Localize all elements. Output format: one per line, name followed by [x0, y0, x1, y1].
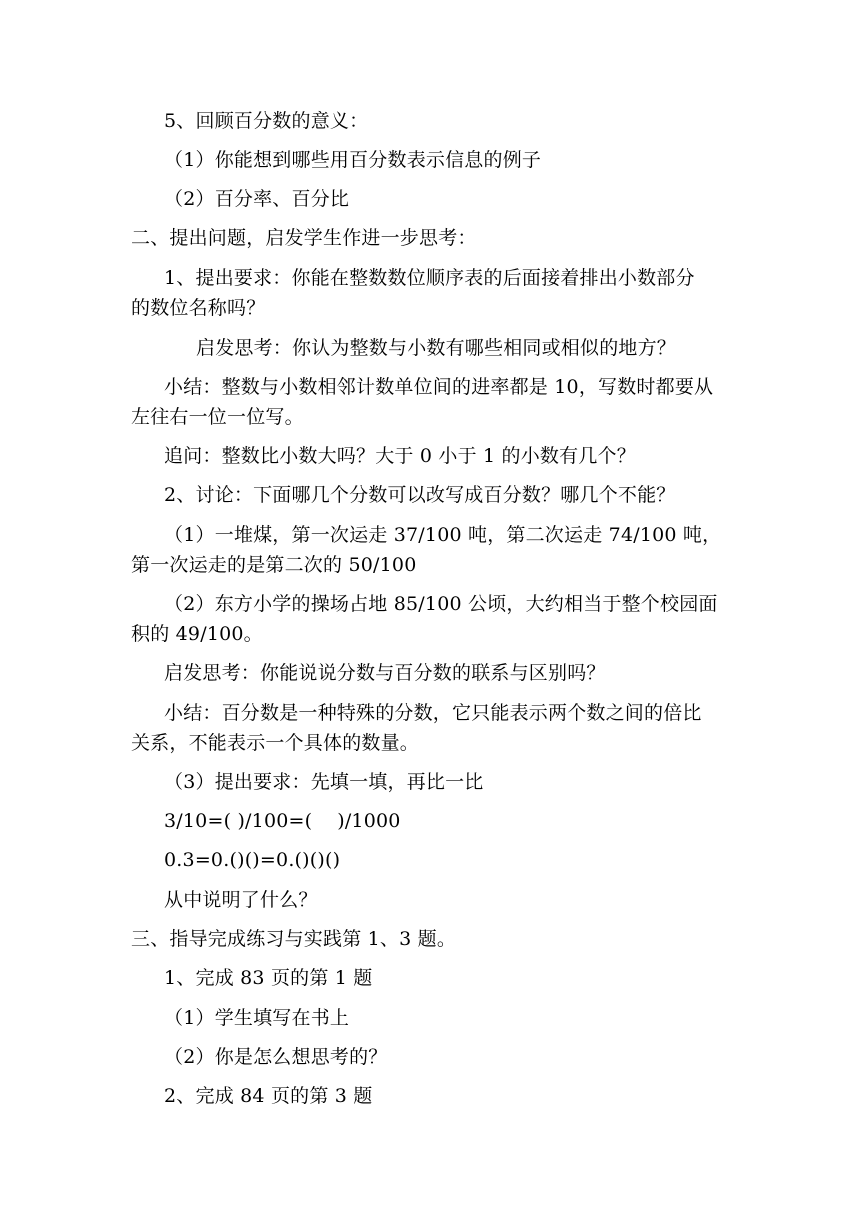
text-line-12: （1）一堆煤，第一次运走 37/100 吨，第二次运走 74/100 吨， [164, 524, 722, 546]
text-line-27: 2、完成 84 页的第 3 题 [164, 1085, 373, 1107]
text-line-15: 积的 49/100。 [131, 623, 263, 645]
text-line-8: 小结：整数与小数相邻计数单位间的进率都是 10，写数时都要从 [164, 376, 714, 398]
text-line-14: （2）东方小学的操场占地 85/100 公顷，大约相当于整个校园面 [164, 593, 718, 615]
text-line-13: 第一次运走的是第二次的 50/100 [131, 554, 417, 576]
text-line-17: 小结：百分数是一种特殊的分数，它只能表示两个数之间的倍比 [164, 702, 702, 724]
text-line-6: 的数位名称吗？ [131, 297, 266, 319]
text-line-7: 启发思考：你认为整数与小数有哪些相同或相似的地方？ [196, 337, 677, 359]
text-line-9: 左往右一位一位写。 [131, 406, 304, 428]
text-line-18: 关系，不能表示一个具体的数量。 [131, 732, 420, 754]
text-line-5: 1、提出要求：你能在整数数位顺序表的后面接着排出小数部分 [164, 267, 695, 289]
section-heading-2: 二、提出问题，启发学生作进一步思考： [131, 227, 477, 249]
text-line-21: 0.3=0.()()=0.()()() [164, 849, 341, 871]
section-heading-3: 三、指导完成练习与实践第 1、3 题。 [131, 928, 457, 950]
text-line-16: 启发思考：你能说说分数与百分数的联系与区别吗？ [164, 662, 606, 684]
text-line-26: （2）你是怎么想思考的？ [164, 1046, 388, 1068]
text-line-2: （1）你能想到哪些用百分数表示信息的例子 [164, 149, 542, 171]
text-line-11: 2、讨论：下面哪几个分数可以改写成百分数？哪几个不能？ [164, 484, 676, 506]
text-line-24: 1、完成 83 页的第 1 题 [164, 967, 373, 989]
text-line-1: 5、回顾百分数的意义： [164, 110, 369, 132]
text-line-25: （1）学生填写在书上 [164, 1007, 350, 1029]
text-line-22: 从中说明了什么？ [164, 889, 318, 911]
text-line-20: 3/10=( )/100=( )/1000 [164, 810, 401, 832]
text-line-19: （3）提出要求：先填一填，再比一比 [164, 771, 484, 793]
text-line-10: 追问：整数比小数大吗？大于 0 小于 1 的小数有几个？ [164, 445, 636, 467]
text-line-3: （2）百分率、百分比 [164, 188, 350, 210]
